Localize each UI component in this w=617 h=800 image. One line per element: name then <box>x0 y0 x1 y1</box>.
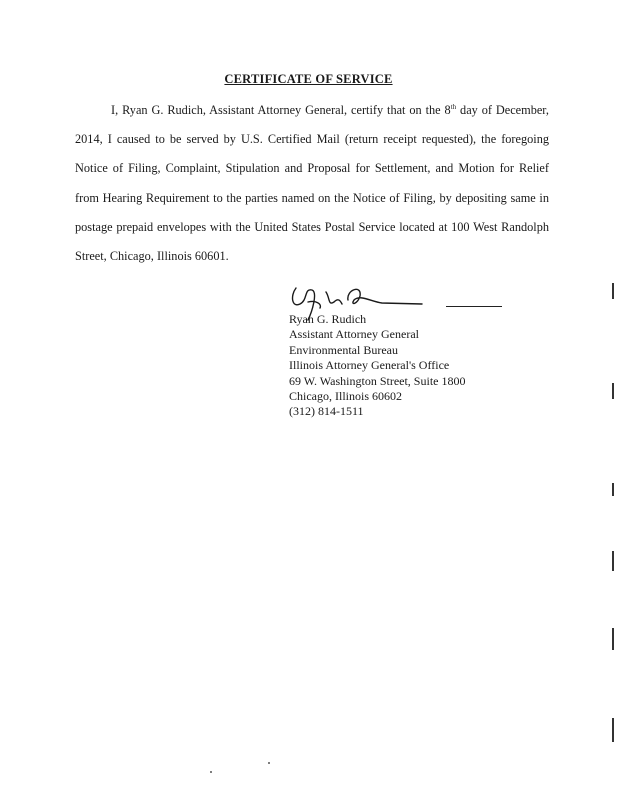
signer-title: Assistant Attorney General <box>289 327 419 342</box>
body-text-start: I, Ryan G. Rudich, Assistant Attorney General, certify that on the 8 <box>111 103 451 117</box>
scan-mark <box>612 718 614 742</box>
signer-name: Ryan G. Rudich <box>289 312 367 326</box>
scan-mark <box>612 483 614 496</box>
scan-mark <box>612 551 614 571</box>
signer-phone: (312) 814-1511 <box>289 404 364 419</box>
scan-speck <box>268 762 270 764</box>
signature-block <box>289 312 465 420</box>
signer-office: Illinois Attorney General's Office <box>289 358 450 373</box>
scan-mark <box>612 383 614 399</box>
signature-line <box>446 306 502 307</box>
signer-city: Chicago, Illinois 60602 <box>289 389 402 404</box>
scan-mark <box>612 628 614 650</box>
signer-street: 69 W. Washington Street, Suite 1800 <box>289 373 466 388</box>
signer-bureau: Environmental Bureau <box>289 342 398 357</box>
certificate-body <box>75 96 549 271</box>
scan-speck <box>210 771 212 773</box>
scan-mark <box>612 283 614 299</box>
body-text-end: day of December, 2014, I caused to be served by U.S. Certified Mail (return receipt requested), the foregoing Notice of Filing, Complaint, Stipulation and Proposal for Settlement, and Motion for Relief from Hearing Requirement to the parties named on the Notice of Filing, by depositing same in postage prepaid envelopes with the United States Postal Service located at 100 West Randolph Street, Chicago, Illinois 60601. <box>75 103 549 264</box>
ordinal-suffix: th <box>450 102 457 111</box>
certificate-title: CERTIFICATE OF SERVICE <box>224 72 393 86</box>
